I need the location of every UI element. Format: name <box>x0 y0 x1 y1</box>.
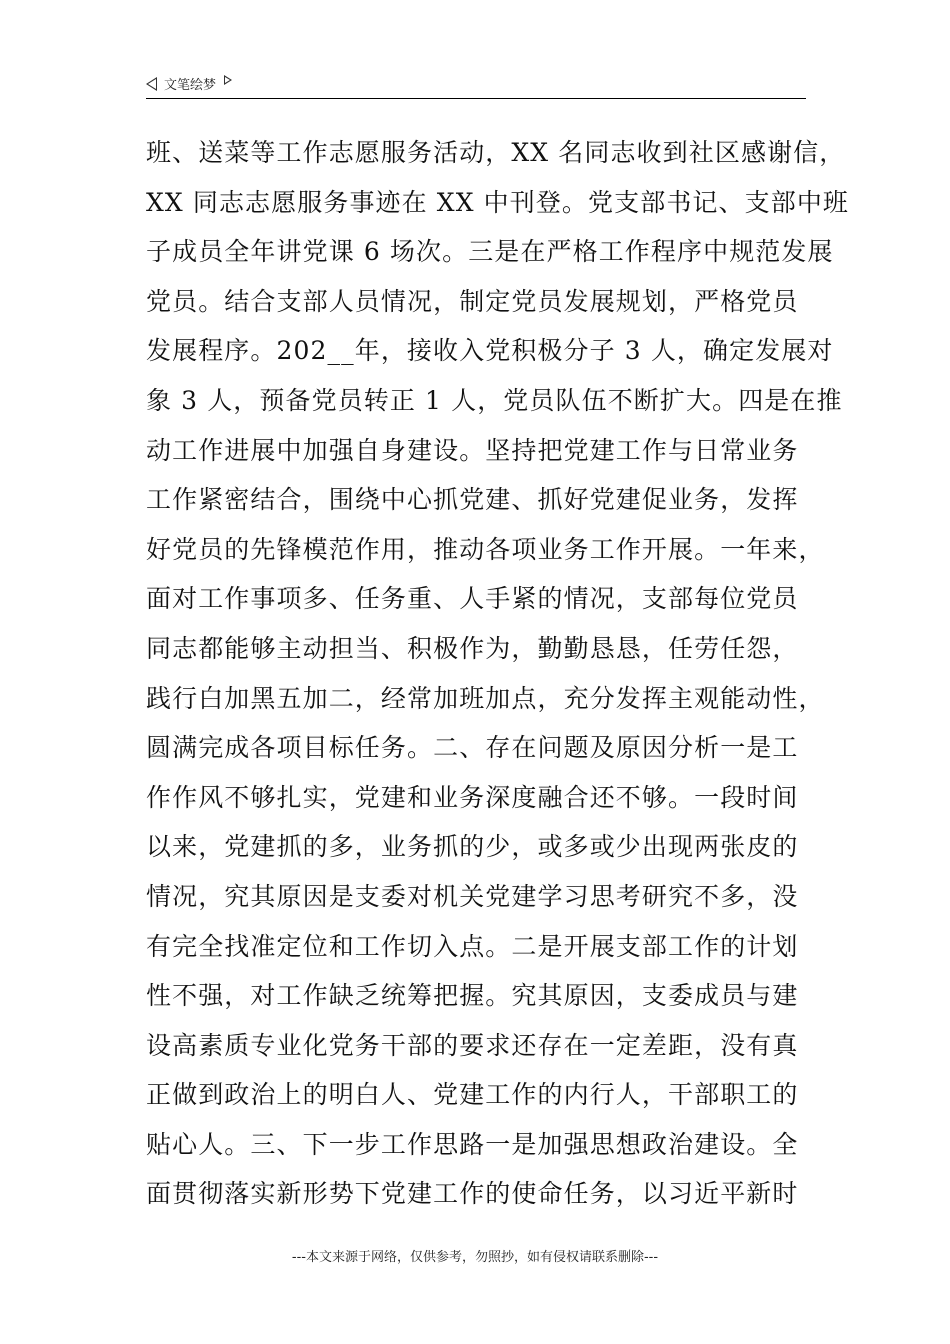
text-line: 贴心人。三、下一步工作思路一是加强思想政治建设。全 <box>146 1129 799 1159</box>
text-line: 设高素质专业化党务干部的要求还存在一定差距，没有真 <box>146 1030 799 1060</box>
document-body <box>146 128 850 1219</box>
text-line: 同志都能够主动担当、积极作为，勤勤恳恳，任劳任怨， <box>146 633 799 663</box>
text-line: 面贯彻落实新形势下党建工作的使命任务，以习近平新时 <box>146 1179 799 1209</box>
triangle-left-icon <box>146 77 157 91</box>
text-line: 班、送菜等工作志愿服务活动，XX 名同志收到社区感谢信， <box>146 138 846 167</box>
text-line: 子成员全年讲党课 6 场次。三是在严格工作程序中规范发展 <box>146 237 834 267</box>
text-line: 正做到政治上的明白人、党建工作的内行人，干部职工的 <box>146 1080 799 1110</box>
header-brand <box>146 74 232 93</box>
footer-notice: ---本文来源于网络，仅供参考，勿照抄，如有侵权请联系删除--- <box>291 1250 659 1265</box>
text-line: 圆满完成各项目标任务。二、存在问题及原因分析一是工 <box>146 733 799 763</box>
text-line: 党员。结合支部人员情况，制定党员发展规划，严格党员 <box>146 286 799 316</box>
text-line: 工作紧密结合，围绕中心抓党建、抓好党建促业务，发挥 <box>146 485 799 515</box>
text-line: 象 3 人，预备党员转正 1 人，党员队伍不断扩大。四是在推 <box>146 385 843 415</box>
text-line: 有完全找准定位和工作切入点。二是开展支部工作的计划 <box>146 931 799 961</box>
text-line: 以来，党建抓的多，业务抓的少，或多或少出现两张皮的 <box>146 832 799 862</box>
text-line: 面对工作事项多、任务重、人手紧的情况，支部每位党员 <box>146 584 799 614</box>
text-line: 情况，究其原因是支委对机关党建学习思考研究不多，没 <box>146 881 799 911</box>
page-header <box>146 70 806 99</box>
text-line: 性不强，对工作缺乏统筹把握。究其原因，支委成员与建 <box>146 981 799 1011</box>
brand-text: 文笔绘梦 <box>164 78 217 93</box>
text-line: 践行白加黑五加二，经常加班加点，充分发挥主观能动性， <box>146 683 825 713</box>
text-line: 动工作进展中加强自身建设。坚持把党建工作与日常业务 <box>146 435 799 465</box>
text-line: 好党员的先锋模范作用，推动各项业务工作开展。一年来， <box>146 534 825 564</box>
text-line: 作作风不够扎实，党建和业务深度融合还不够。一段时间 <box>146 782 799 812</box>
text-line: 发展程序。202__年，接收入党积极分子 3 人，确定发展对 <box>146 336 834 366</box>
triangle-right-icon <box>224 75 232 85</box>
text-line: XX 同志志愿服务事迹在 XX 中刊登。党支部书记、支部中班 <box>146 187 850 217</box>
